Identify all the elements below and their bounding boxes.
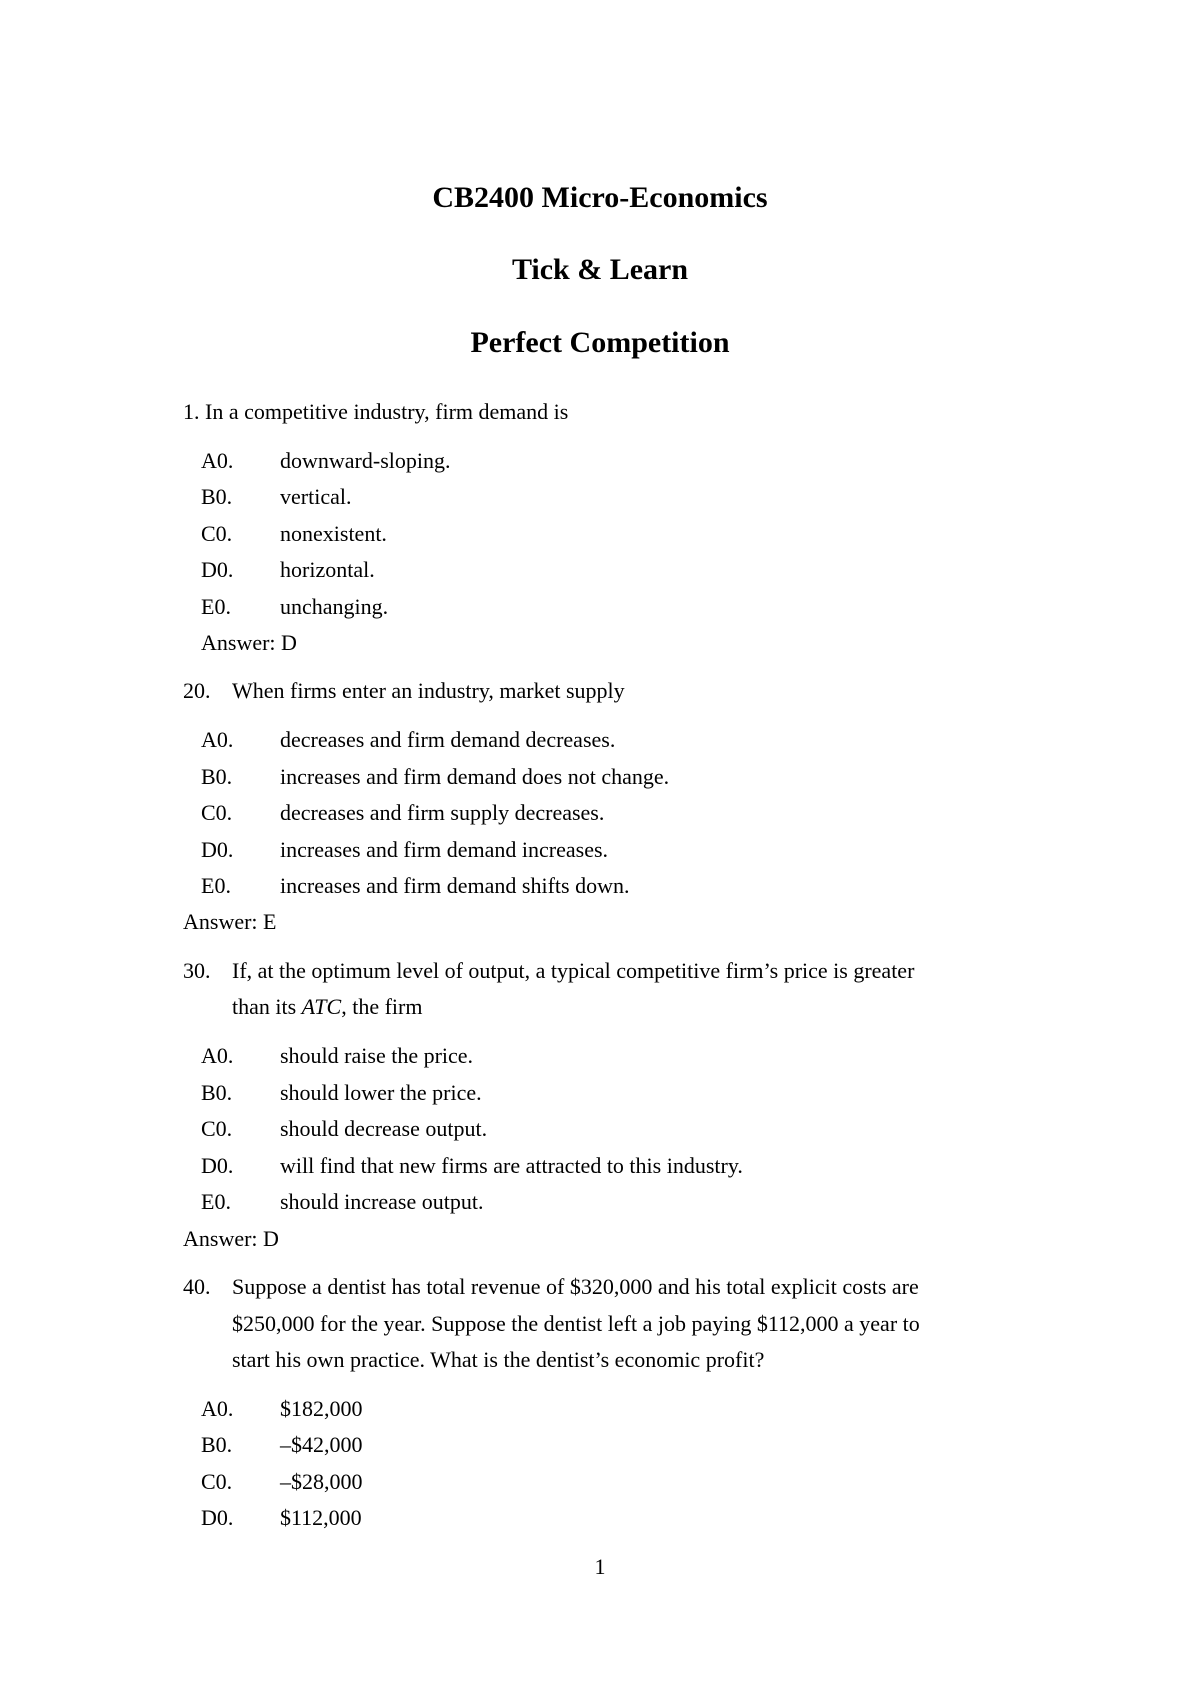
atc-term: ATC [301,994,342,1019]
question-40-option-c-text: –$28,000 [280,1469,363,1494]
question-20-option-d-text: increases and firm demand increases. [280,837,609,862]
question-40-option-d-text: $112,000 [280,1505,362,1530]
question-30-option-b-text: should lower the price. [280,1080,482,1105]
question-30-option-e-letter: E0. [201,1189,231,1214]
question-40-number: 40. [183,1274,211,1299]
question-30-stem-line-2-before: than its [232,994,302,1019]
question-20-option-c-text: decreases and firm supply decreases. [280,800,605,825]
question-20-option-a-text: decreases and firm demand decreases. [280,727,616,752]
question-30-stem-line-2-after: , the firm [341,994,423,1019]
document-subtitle: Tick & Learn [511,253,689,286]
question-1-option-e-text: unchanging. [280,594,389,619]
question-1-option-d-letter: D0. [201,557,234,582]
question-20-answer: Answer: E [183,909,277,934]
question-1-answer: Answer: D [201,630,297,655]
question-1-option-a-text: downward-sloping. [280,448,451,473]
question-1-option-c-letter: C0. [201,521,233,546]
question-1-option-a-letter: A0. [201,448,234,473]
question-1-option-e-letter: E0. [201,594,231,619]
topic-title: Perfect Competition [470,326,730,359]
question-40-option-b-text: –$42,000 [280,1432,363,1457]
question-1-option-b-text: vertical. [280,484,352,509]
question-40-option-d-letter: D0. [201,1505,234,1530]
question-40-stem-line-3: start his own practice. What is the dentist’s economic profit? [232,1347,765,1372]
question-30-option-c-text: should decrease output. [280,1116,488,1141]
question-1-option-b-letter: B0. [201,484,233,509]
question-40-option-b-letter: B0. [201,1432,233,1457]
question-30-option-d-letter: D0. [201,1153,234,1178]
question-30-stem-line-2 [232,993,422,1021]
question-40-option-a-letter: A0. [201,1396,234,1421]
question-20-option-b-text: increases and firm demand does not change. [280,764,670,789]
question-20-option-d-letter: D0. [201,837,234,862]
question-20-option-c-letter: C0. [201,800,233,825]
question-30-option-a-text: should raise the price. [280,1043,474,1068]
question-40-option-c-letter: C0. [201,1469,233,1494]
question-30-number: 30. [183,958,211,983]
question-1-option-d-text: horizontal. [280,557,375,582]
question-30-option-a-letter: A0. [201,1043,234,1068]
question-30-option-c-letter: C0. [201,1116,233,1141]
question-1-stem: 1. In a competitive industry, firm demand is [183,399,569,424]
question-40-option-a-text: $182,000 [280,1396,363,1421]
question-30-option-b-letter: B0. [201,1080,233,1105]
question-20-option-e-letter: E0. [201,873,231,898]
question-20-option-e-text: increases and firm demand shifts down. [280,873,630,898]
question-40-stem-line-1: Suppose a dentist has total revenue of $320,000 and his total explicit costs are [232,1274,919,1299]
question-30-option-d-text: will find that new firms are attracted to this industry. [280,1153,743,1178]
question-30-option-e-text: should increase output. [280,1189,484,1214]
course-title: CB2400 Micro-Economics [432,181,768,214]
question-20-stem: When firms enter an industry, market supply [232,678,625,703]
question-30-stem-line-1: If, at the optimum level of output, a typical competitive firm’s price is greater [232,958,915,983]
question-20-option-b-letter: B0. [201,764,233,789]
question-30-answer: Answer: D [183,1226,279,1251]
page-number: 1 [594,1554,606,1579]
question-1-option-c-text: nonexistent. [280,521,387,546]
question-40-stem-line-2: $250,000 for the year. Suppose the dentist left a job paying $112,000 a year to [232,1311,920,1336]
question-20-option-a-letter: A0. [201,727,234,752]
question-20-number: 20. [183,678,211,703]
